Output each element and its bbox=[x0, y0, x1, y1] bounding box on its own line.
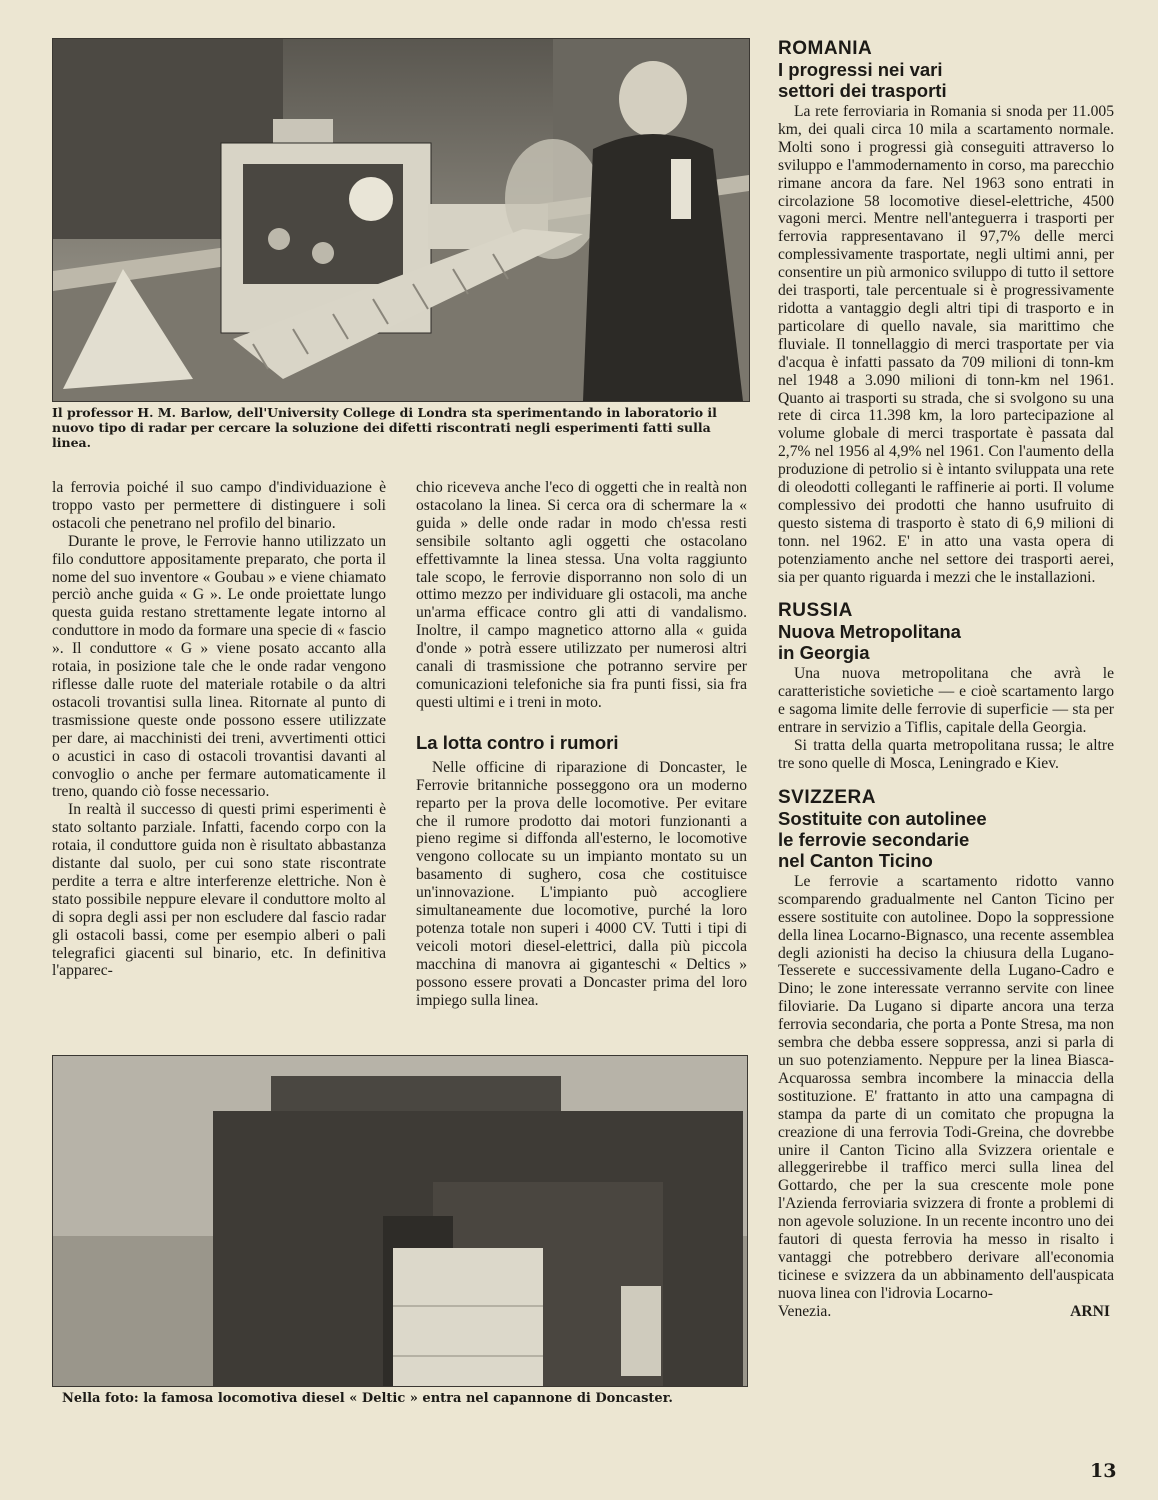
article-left-column bbox=[52, 479, 386, 980]
paragraph: chio riceveva anche l'eco di oggetti che in realtà non ostacolano la linea. Si cerca ora di schermare la « guida » delle onde radar in modo ch'essa resti sensibile soltanto agli oggetti che ostacolano effettivamnte la linea stessa. Una volta raggiunto tale scopo, le ferrovie disporranno non solo di un ottimo mezzo per individuare gli ostacoli, ma anche un'arma efficace contro gli atti di vandalismo. Inoltre, il campo magnetico attorno alla « guida d'onde » potrà essere utilizzato per numerosi altri canali di trasmissione che potranno servire per comunicazioni telefoniche sia fra punti fissi, sia fra questi ultimi e i treni in moto. bbox=[416, 479, 747, 711]
locomotive-shed-illustration bbox=[53, 1056, 747, 1387]
paragraph: In realtà il successo di questi primi esperimenti è stato soltanto parziale. Infatti, facendo corpo con la rotaia, il conduttore guida non è risultato abbastanza distante dal suolo, per cui sono state riscontrate perdite a terra e altre interferenze elettriche. Non è stato possibile neppure elevare il conduttore molto al di sopra degli assi per non escludere dal fascio radar gli ostacoli bassi, come per esempio alberi o pali telegrafici giacenti sul binario, etc. In definitiva l'apparec- bbox=[52, 801, 386, 980]
paragraph: Una nuova metropolitana che avrà le caratteristiche sovietiche — e cioè scartamento largo e sagoma limite delle ferrovie di superficie — sta per entrare in servizio a Tiflis, capitale della Georgia. bbox=[778, 665, 1114, 737]
section-title-svizzera-line2: le ferrovie secondarie bbox=[778, 828, 970, 850]
paragraph: Nelle officine di riparazione di Doncaster, le Ferrovie britanniche posseggono ora un moderno reparto per la prova delle locomotive. Per evitare che il rumore prodotto dai motori funzionanti a pieno regime si diffonda all'esterno, le locomotive vengono collocate su un impianto montato su un basamento di sughero, cosa che costituisce un'innovazione. L'impianto può accogliere simultaneamente due locomotive, purché la loro potenza totale non superi i 4000 CV. Tutti i tipi di veicoli motori diesel-elettrici, dalla più piccola macchina di manovra ai giganteschi « Deltics » possono essere provati a Doncaster prima del loro impiego sulla linea. bbox=[416, 758, 747, 1009]
section-country-svizzera: SVIZZERA bbox=[778, 786, 876, 808]
article-middle-column bbox=[416, 479, 747, 1009]
photo-professor-radar-lab bbox=[52, 38, 750, 402]
paragraph: la ferrovia poiché il suo campo d'individuazione è troppo vasto per permettere di distinguere i soli ostacoli che penetrano nel profilo del binario. bbox=[52, 479, 386, 532]
photo2-caption: Nella foto: la famosa locomotiva diesel « Deltic » entra nel capannone di Doncaster. bbox=[62, 1391, 752, 1406]
photo1-caption: Il professor H. M. Barlow, dell'University College di Londra sta sperimentando in laboratorio il nuovo tipo di radar per cercare la soluzione dei difetti riscontrati negli esperimenti fatti sulla linea. bbox=[52, 405, 717, 450]
paragraph: La rete ferroviaria in Romania si snoda per 11.005 km, dei quali circa 10 mila a scartamento normale. Molti sono i progressi già conseguiti attraverso lo sviluppo e l'ammodernamento in corso, ma parecchio rimane ancora da fare. Nel 1963 sono entrati in circolazione 58 locomotive diesel-elettriche, 4500 vagoni merci. Mentre nell'anteguerra i trasporti per ferrovia rappresentavano il 97,7% delle merci complessivamente trasportate, negli ultimi anni, per consentire un più armonico sviluppo di tutto il settore dei trasporti, tale percentuale si è progressivamente ridotta a vantaggio degli altri tipi di trasporto e in particolare di quello navale, sia marittimo che fluviale. Il tonnellaggio di merci trasportate per via d'acqua è infatti passato da 709 milioni di tonn-km nel 1948 a 3.090 milioni di tonn-km nel 1961. Quanto ai trasporti su strada, che si svolgono su una rete di circa 11.398 km, la loro partecipazione al volume globale di merci trasportate è passata dal 2,7% nel 1956 al 4,9% nel 1961. Con l'aumento della produzione di petrolio si è intanto sviluppata una rete di oleodotti colleganti le raffinerie ai porti. Il volume complessivo dei prodotti che hanno usufruito di questo sistema di trasporto è stato di 6,9 milioni di tonn. nel 1962. E' in atto una vasta opera di potenziamento anche nel settore dei trasporti aerei, sia per quanto riguarda i mezzi che le installazioni. bbox=[778, 103, 1114, 586]
paragraph: Durante le prove, le Ferrovie hanno utilizzato un filo conduttore appositamente preparato, che porta il nome del suo inventore « Goubau » e viene chiamato perciò anche guida « G ». Le onde proiettate lungo questa guida restano strettamente legate intorno al conduttore in modo da formare una specie di « fascio ». Il conduttore « G » viene posato accanto alla rotaia, in posizione tale che le onde radar vengono riflesse dalle ruote del materiale rotabile o da altri ostacoli trovantisi sulla linea. Ritornate al punto di trasmissione queste onde possono essere utilizzate per dare, ai macchinisti dei treni, avvertimenti ottici o acustici in caso di ostacoli trovantisi davanti al convoglio o anche per fermare automaticamente il treno, quando ciò fosse necessario. bbox=[52, 532, 386, 801]
last-line: Venezia. bbox=[778, 1302, 832, 1320]
section-heading-rumori: La lotta contro i rumori bbox=[416, 731, 619, 753]
photo-deltic-locomotive-shed bbox=[52, 1055, 748, 1387]
right-column bbox=[778, 38, 1114, 1321]
section-title-russia-line1: Nuova Metropolitana bbox=[778, 621, 961, 643]
section-country-romania: ROMANIA bbox=[778, 38, 873, 59]
section-title-svizzera-line3: nel Canton Ticino bbox=[778, 849, 933, 871]
paragraph: Le ferrovie a scartamento ridotto vanno scomparendo gradualmente nel Canton Ticino per essere sostituite con autolinee. Dopo la soppressione della linea Locarno-Bignasco, una recente assemblea degli azionisti ha deciso la chiusura della Lugano-Tesserete e successivamente della Lugano-Cadro e Dino; le zone interessate verranno servite con linee filoviarie. Da Lugano si diparte ancora una terza ferrovia secondaria, che porta a Ponte Stresa, ma non sembra che debba essere soppressa, anzi si parla di un suo potenziamento. Neppure per la linea Biasca-Acquarossa sembra incombere la minaccia della sostituzione. E' frattanto in atto una campagna di stampa da parte di un comitato che propugna la creazione di una ferrovia Todi-Greina, che dovrebbe unire il Canton Ticino alla Svizzera orientale e alleggerirebbe il traffico merci sulla linea del Gottardo, che per la sua crescente mole pone l'Azienda ferroviaria svizzera di fronte a problemi di non agevole soluzione. In un recente incontro uno dei fautori di questa ferrovia ha messo in risalto i vantaggi che potrebbero derivare all'economia ticinese e svizzera da un abbinamento dell'auspicata nuova linea con l'idrovia Locarno- bbox=[778, 872, 1114, 1302]
section-title-svizzera-line1: Sostituite con autolinee bbox=[778, 807, 987, 829]
paragraph: Si tratta della quarta metropolitana russa; le altre tre sono quelle di Mosca, Leningrado e Kiev. bbox=[778, 737, 1114, 772]
lab-photo-illustration bbox=[53, 39, 749, 401]
section-title-romania-line2: settori dei trasporti bbox=[778, 80, 947, 101]
article-ending bbox=[778, 1303, 1114, 1321]
page-number: 13 bbox=[1090, 1460, 1117, 1482]
section-country-russia: RUSSIA bbox=[778, 600, 853, 622]
section-title-russia-line2: in Georgia bbox=[778, 642, 870, 664]
author-signature: ARNI bbox=[1070, 1302, 1110, 1320]
section-title-romania-line1: I progressi nei vari bbox=[778, 59, 943, 80]
